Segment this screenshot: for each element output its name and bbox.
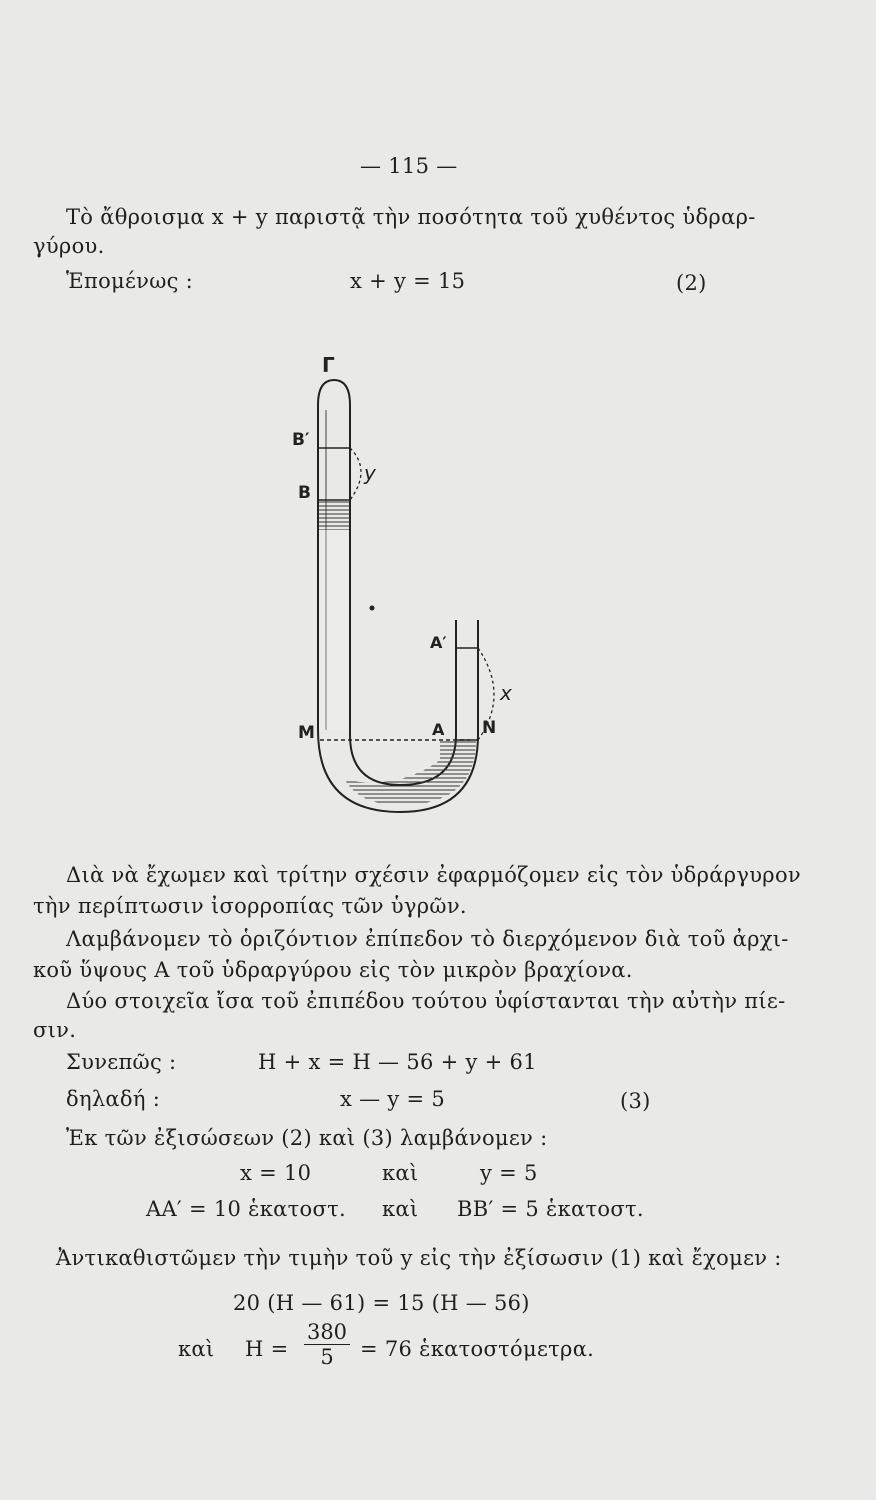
final-h: H = [245,1337,289,1361]
final-connector: καὶ [178,1337,215,1361]
result-y: y = 5 [480,1161,538,1185]
equation-label: Ἑπομένως : [66,269,194,293]
brace-y [350,448,361,500]
text-line: Ἀντικαθιστῶμεν τὴν τιμὴν τοῦ y εἰς τὴν ἐξίσωσιν (1) καὶ ἔχομεν : [56,1246,782,1270]
label-b-prime: Β′ [292,430,310,450]
mercury-long-arm [319,500,349,530]
final-result: = 76 ἑκατοστόμετρα. [360,1337,595,1361]
equation: x — y = 5 [340,1087,446,1111]
dot-mark [370,606,375,611]
result-connector: καὶ [382,1197,419,1221]
equation-label: δηλαδή : [66,1087,161,1111]
result-connector: καὶ [382,1161,419,1185]
text-line: Τὸ ἄθροισμα x + y παριστᾷ τὴν ποσότητα τοῦ χυθέντος ὑδραρ- [66,205,756,229]
text-line: Ἐκ τῶν ἐξισώσεων (2) καὶ (3) λαμβάνομεν : [66,1126,548,1150]
equation: H + x = H — 56 + y + 61 [258,1050,537,1074]
text-line: Λαμβάνομεν τὸ ὁριζόντιον ἐπίπεδον τὸ διερχόμενον διὰ τοῦ ἀρχι- [66,927,789,951]
label-y: y [364,461,376,485]
result-x: x = 10 [240,1161,312,1185]
text-line: σιν. [33,1018,77,1042]
text-line: κοῦ ὕψους Α τοῦ ὑδραργύρου εἰς τὸν μικρὸν βραχίονα. [33,958,633,982]
label-x: x [500,681,512,705]
result-bb: ΒΒ′ = 5 ἑκατοστ. [457,1197,644,1221]
text-line: γύρου. [33,234,105,258]
text-line: Δύο στοιχεῖα ἴσα τοῦ ἐπιπέδου τούτου ὑφίστανται τὴν αὐτὴν πίε- [66,989,786,1013]
equation: x + y = 15 [350,269,466,293]
equation-number: (3) [620,1089,651,1113]
label-b: Β [298,483,311,503]
result-aa: ΑΑ′ = 10 ἑκατοστ. [146,1197,347,1221]
page-number: — 115 — [360,154,458,178]
label-gamma: Γ [322,353,335,377]
equation: 20 (H — 61) = 15 (H — 56) [233,1291,530,1315]
label-a-prime: Α′ [430,633,447,652]
fraction-numerator: 380 [304,1320,350,1345]
text-line: τὴν περίπτωσιν ἰσορροπίας τῶν ὑγρῶν. [33,894,467,918]
fraction [304,1320,350,1369]
text-line: Διὰ νὰ ἔχωμεν καὶ τρίτην σχέσιν ἐφαρμόζομεν εἰς τὸν ὑδράργυρον [66,863,801,887]
fraction-denominator: 5 [320,1345,334,1369]
mercury-long-arm-lower [319,530,349,730]
equation-number: (2) [676,271,707,295]
label-n: Ν [482,718,497,738]
label-m: Μ [298,723,315,743]
equation-label: Συνεπῶς : [66,1050,177,1074]
label-a: Α [432,720,445,739]
